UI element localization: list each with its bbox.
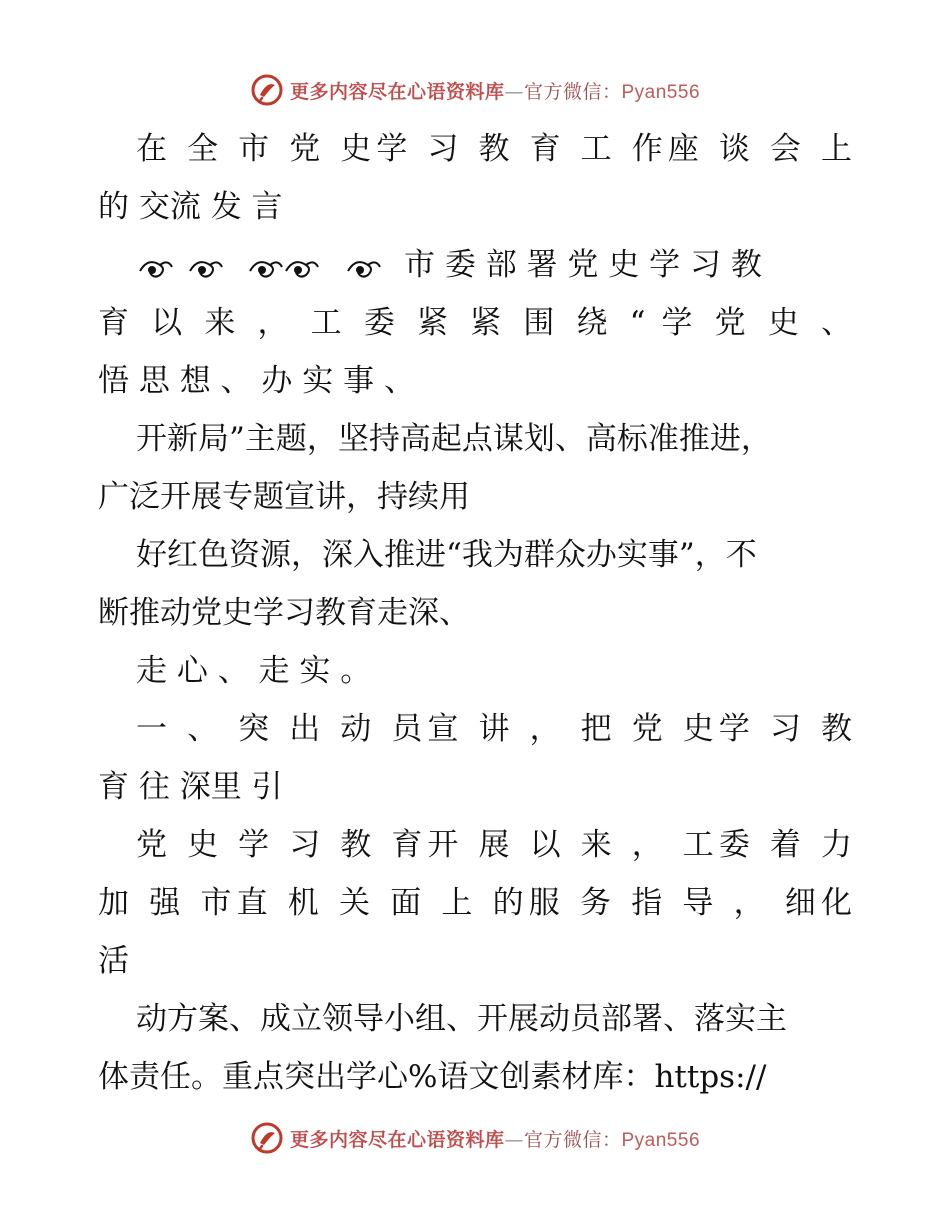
header-brand: 更多内容尽在心语资料库 — [289, 80, 505, 103]
paragraph-line: 加 强 市直 机 关 面 上 的服 务 指 导 ， 细化 — [98, 885, 852, 921]
paragraph-line: 走 心 、 走 实 。 — [136, 653, 372, 689]
paragraph-line: 活 — [98, 943, 129, 979]
section-heading-line-1: 一 、 突 出 动 员宣 讲 ， 把 党 史学 习 教 — [136, 711, 852, 747]
header-wechat-handle: Pyan556 — [621, 81, 701, 103]
header-banner — [0, 70, 950, 110]
title-line-2: 的 交流 发 言 — [98, 189, 283, 225]
paragraph-line — [98, 236, 852, 294]
paragraph-line-text: 市 委 部 署 党 史 学 习 教 — [404, 247, 762, 283]
section-heading-line-2: 育 往 深里 引 — [98, 769, 283, 805]
footer-banner-text — [290, 1125, 700, 1152]
title-line-1: 在 全 市 党 史学 习 教 育 工 作座 谈 会 上 — [136, 131, 852, 167]
footer-dash: — — [504, 1128, 524, 1151]
paragraph-line: 悟 思 想 、 办 实 事 、 — [98, 363, 415, 399]
brand-logo-icon — [250, 1121, 284, 1155]
paragraph-line: 党 史 学 习 教 育开 展 以 来 ， 工委 着 力 — [136, 827, 852, 863]
header-wechat-label: 官方微信： — [523, 80, 622, 103]
paragraph-line: 断推动党史学习教育走深、 — [98, 595, 470, 631]
header-banner-text — [290, 77, 700, 104]
paragraph-line: 开新局”主题，坚持高起点谋划、高标准推进， — [136, 421, 772, 457]
paragraph-line: 育 以 来 ， 工 委 紧 紧 围 绕 “ 学 党 史 、 — [98, 305, 852, 341]
swirl-ornament-icon — [136, 253, 394, 283]
footer-wechat-handle: Pyan556 — [621, 1129, 701, 1151]
document-body — [98, 120, 852, 1106]
brand-logo-icon — [250, 73, 284, 107]
footer-brand: 更多内容尽在心语资料库 — [289, 1128, 505, 1151]
footer-wechat-label: 官方微信： — [523, 1128, 622, 1151]
paragraph-line: 广泛开展专题宣讲，持续用 — [98, 479, 470, 515]
paragraph-line: 动方案、成立领导小组、开展动员部署、落实主 — [136, 1001, 787, 1037]
footer-banner — [0, 1118, 950, 1158]
paragraph-line: 体责任。重点突出学心%语文创素材库：https:// — [98, 1059, 767, 1095]
paragraph-line: 好红色资源，深入推进“我为群众办实事”，不 — [136, 537, 757, 573]
header-dash: — — [504, 80, 524, 103]
ornament-glyphs — [136, 238, 394, 295]
